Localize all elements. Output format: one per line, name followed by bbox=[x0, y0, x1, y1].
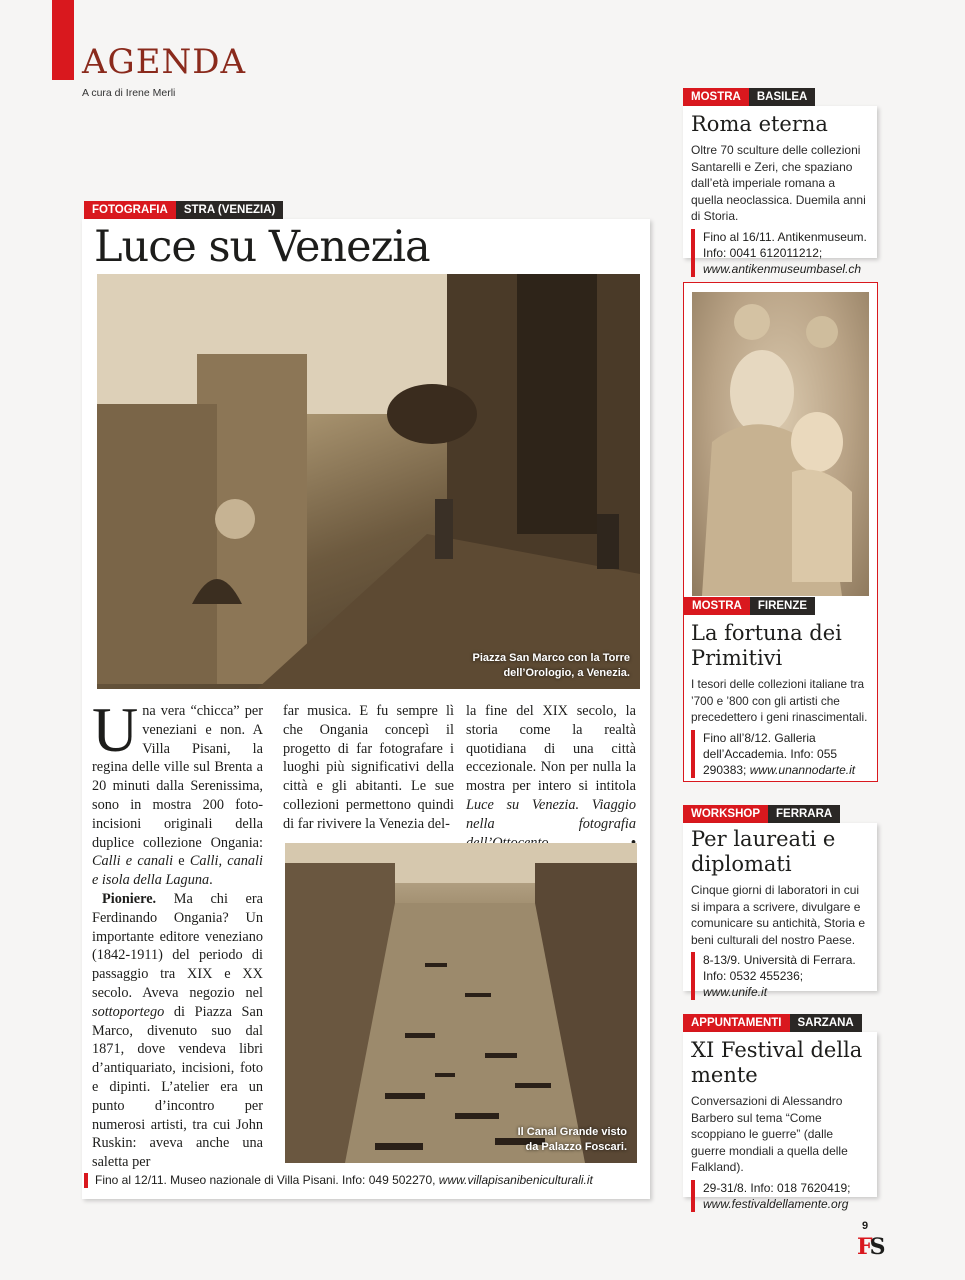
curator-credit: A cura di Irene Merli bbox=[82, 87, 176, 99]
card4-desc: Conversazioni di Alessandro Barbero sul tema “Come scoppiano le guerre” (dalle guerre mondiali a quella delle Falkland). bbox=[691, 1094, 848, 1174]
intro-text: na vera “chicca” per veneziani e non. A Villa Pisani, la regina delle ville sul Brenta a 20 minuti dalla Serenissima, sono in mostra 200 foto-incisioni originali della duplice collezione Ongania: bbox=[92, 703, 263, 851]
article-column-2 bbox=[283, 702, 454, 834]
card4-location: SARZANA bbox=[790, 1014, 862, 1032]
card1-url[interactable]: www.antikenmuseumbasel.ch bbox=[703, 261, 862, 276]
intro-end: . bbox=[209, 872, 213, 889]
card2-location: FIRENZE bbox=[750, 597, 815, 615]
card-per-laureati bbox=[683, 823, 877, 999]
photo-piazza-illustration bbox=[97, 274, 640, 689]
card2-body bbox=[691, 621, 873, 778]
card2-url[interactable]: www.unannodarte.it bbox=[749, 762, 856, 777]
card2-title: La fortuna dei Primitivi bbox=[691, 621, 842, 670]
card4-category: APPUNTAMENTI bbox=[683, 1014, 790, 1032]
photo1-caption-line2: dell’Orologio, a Venezia. bbox=[503, 667, 630, 679]
card4-tags bbox=[683, 1014, 862, 1032]
header-red-bar bbox=[52, 0, 74, 80]
p2-em: sottoportego bbox=[92, 1003, 165, 1020]
card3-desc: Cinque giorni di laboratori in cui si impara a scrivere, divulgare e comunicare su antichità, Storia e beni culturali del nostro Paese. bbox=[691, 883, 866, 947]
card2-info-text: Fino all’8/12. Galleria dell’Accademia. Info: 055 290383; bbox=[703, 730, 838, 777]
card-festival-mente bbox=[683, 1032, 877, 1211]
section-title: AGENDA bbox=[82, 42, 247, 82]
p2-text-b: di Piazza San Marco, divenuto suo dal 1871, dove vendeva libri d’antiquariato, incisioni, foto e dipinti. L’atelier era un punto d’incontro per numerosi artisti, tra cui John Ruskin: aveva anche una saletta per bbox=[92, 1003, 263, 1171]
main-article-info bbox=[84, 1173, 593, 1188]
intro-em-1: Calli e canali bbox=[92, 853, 174, 870]
madonna-relief-image bbox=[692, 292, 869, 596]
card4-title: XI Festival della mente bbox=[691, 1038, 863, 1087]
card1-tags bbox=[683, 88, 815, 106]
article-column-3 bbox=[466, 702, 636, 852]
madonna-illustration bbox=[692, 292, 869, 596]
card3-category: WORKSHOP bbox=[683, 805, 768, 823]
article-column-1 bbox=[92, 694, 263, 1172]
card1-title: Roma eterna bbox=[691, 112, 828, 136]
main-tags bbox=[84, 201, 283, 219]
card3-info bbox=[691, 952, 869, 1000]
article-title: Luce su Venezia bbox=[94, 222, 430, 272]
card-roma-eterna bbox=[683, 106, 877, 276]
card3-location: FERRARA bbox=[768, 805, 840, 823]
card4-info-text: 29-31/8. Info: 018 7620419; bbox=[703, 1180, 851, 1195]
photo2-caption bbox=[518, 1125, 627, 1155]
logo-f: F bbox=[857, 1234, 870, 1260]
card3-info-text: 8-13/9. Università di Ferrara. Info: 0532 455236; bbox=[703, 953, 856, 983]
card3-url[interactable]: www.unife.it bbox=[703, 985, 768, 999]
location-tag: STRA (VENEZIA) bbox=[176, 201, 284, 219]
card3-tags bbox=[683, 805, 840, 823]
main-info-text: Fino al 12/11. Museo nazionale di Villa Pisani. Info: 049 502270, bbox=[95, 1173, 439, 1187]
card2-info bbox=[691, 730, 873, 778]
card1-info bbox=[691, 229, 869, 277]
logo-s: S bbox=[869, 1234, 883, 1260]
col3-em: Luce su Venezia. Viaggio nella fotografia bbox=[466, 796, 636, 832]
photo-piazza-san-marco bbox=[97, 274, 640, 689]
card-fortuna-primitivi bbox=[683, 282, 878, 782]
intro-em-2: Calli, canali e isola della Laguna bbox=[92, 853, 263, 889]
card1-desc: Oltre 70 sculture delle collezioni Santarelli e Zeri, che spaziano dall’età imperiale romana a quella neoclassica. Duemila anni di Storia. bbox=[691, 143, 866, 223]
p2-text-a: Ma chi era Ferdinando Ongania? Un importante editore veneziano (1842-1911) del periodo di passaggio tra XIX e XX secolo. Aveva negozio nel bbox=[92, 890, 263, 1001]
main-info-url[interactable]: www.villapisanibeniculturali.it bbox=[438, 1173, 593, 1187]
magazine-logo bbox=[857, 1234, 883, 1260]
subhead-pioniere: Pioniere. bbox=[102, 890, 157, 907]
photo-canal-illustration bbox=[285, 843, 637, 1163]
card4-info bbox=[691, 1180, 869, 1212]
category-tag: FOTOGRAFIA bbox=[84, 201, 176, 219]
photo1-caption bbox=[472, 651, 630, 681]
card3-title: Per laureati e diplomati bbox=[691, 827, 836, 876]
card2-category: MOSTRA bbox=[684, 597, 750, 615]
photo2-caption-line2: da Palazzo Foscari. bbox=[525, 1141, 627, 1153]
card1-location: BASILEA bbox=[749, 88, 815, 106]
card1-category: MOSTRA bbox=[683, 88, 749, 106]
photo2-caption-line1: Il Canal Grande visto bbox=[517, 1126, 627, 1138]
card2-desc: I tesori delle collezioni italiane tra ’700 e ’800 con gli artisti che precedettero i geni rinascimentali. bbox=[691, 677, 868, 724]
photo-canal-grande bbox=[285, 843, 637, 1163]
page-number: 9 bbox=[862, 1220, 869, 1232]
card1-info-text: Fino al 16/11. Antikenmuseum. Info: 0041 612011212; bbox=[703, 229, 867, 260]
card2-tags bbox=[684, 597, 815, 615]
col3-text: la fine del XIX secolo, la storia come la realtà quotidiana di una città eccezionale. Non per nulla la mostra per intero si intitola bbox=[466, 703, 636, 795]
intro-mid: e bbox=[173, 853, 190, 870]
dropcap: U bbox=[92, 694, 139, 765]
card4-url[interactable]: www.festivaldellamente.org bbox=[703, 1196, 849, 1211]
photo1-caption-line1: Piazza San Marco con la Torre bbox=[472, 652, 630, 664]
column-2-text: far musica. E fu sempre lì che Ongania concepì il progetto di far fotografare i luoghi più significativi della città e gli abitanti. Le sue collezioni permettono quindi di far rivivere la Venezia del- bbox=[283, 703, 454, 832]
